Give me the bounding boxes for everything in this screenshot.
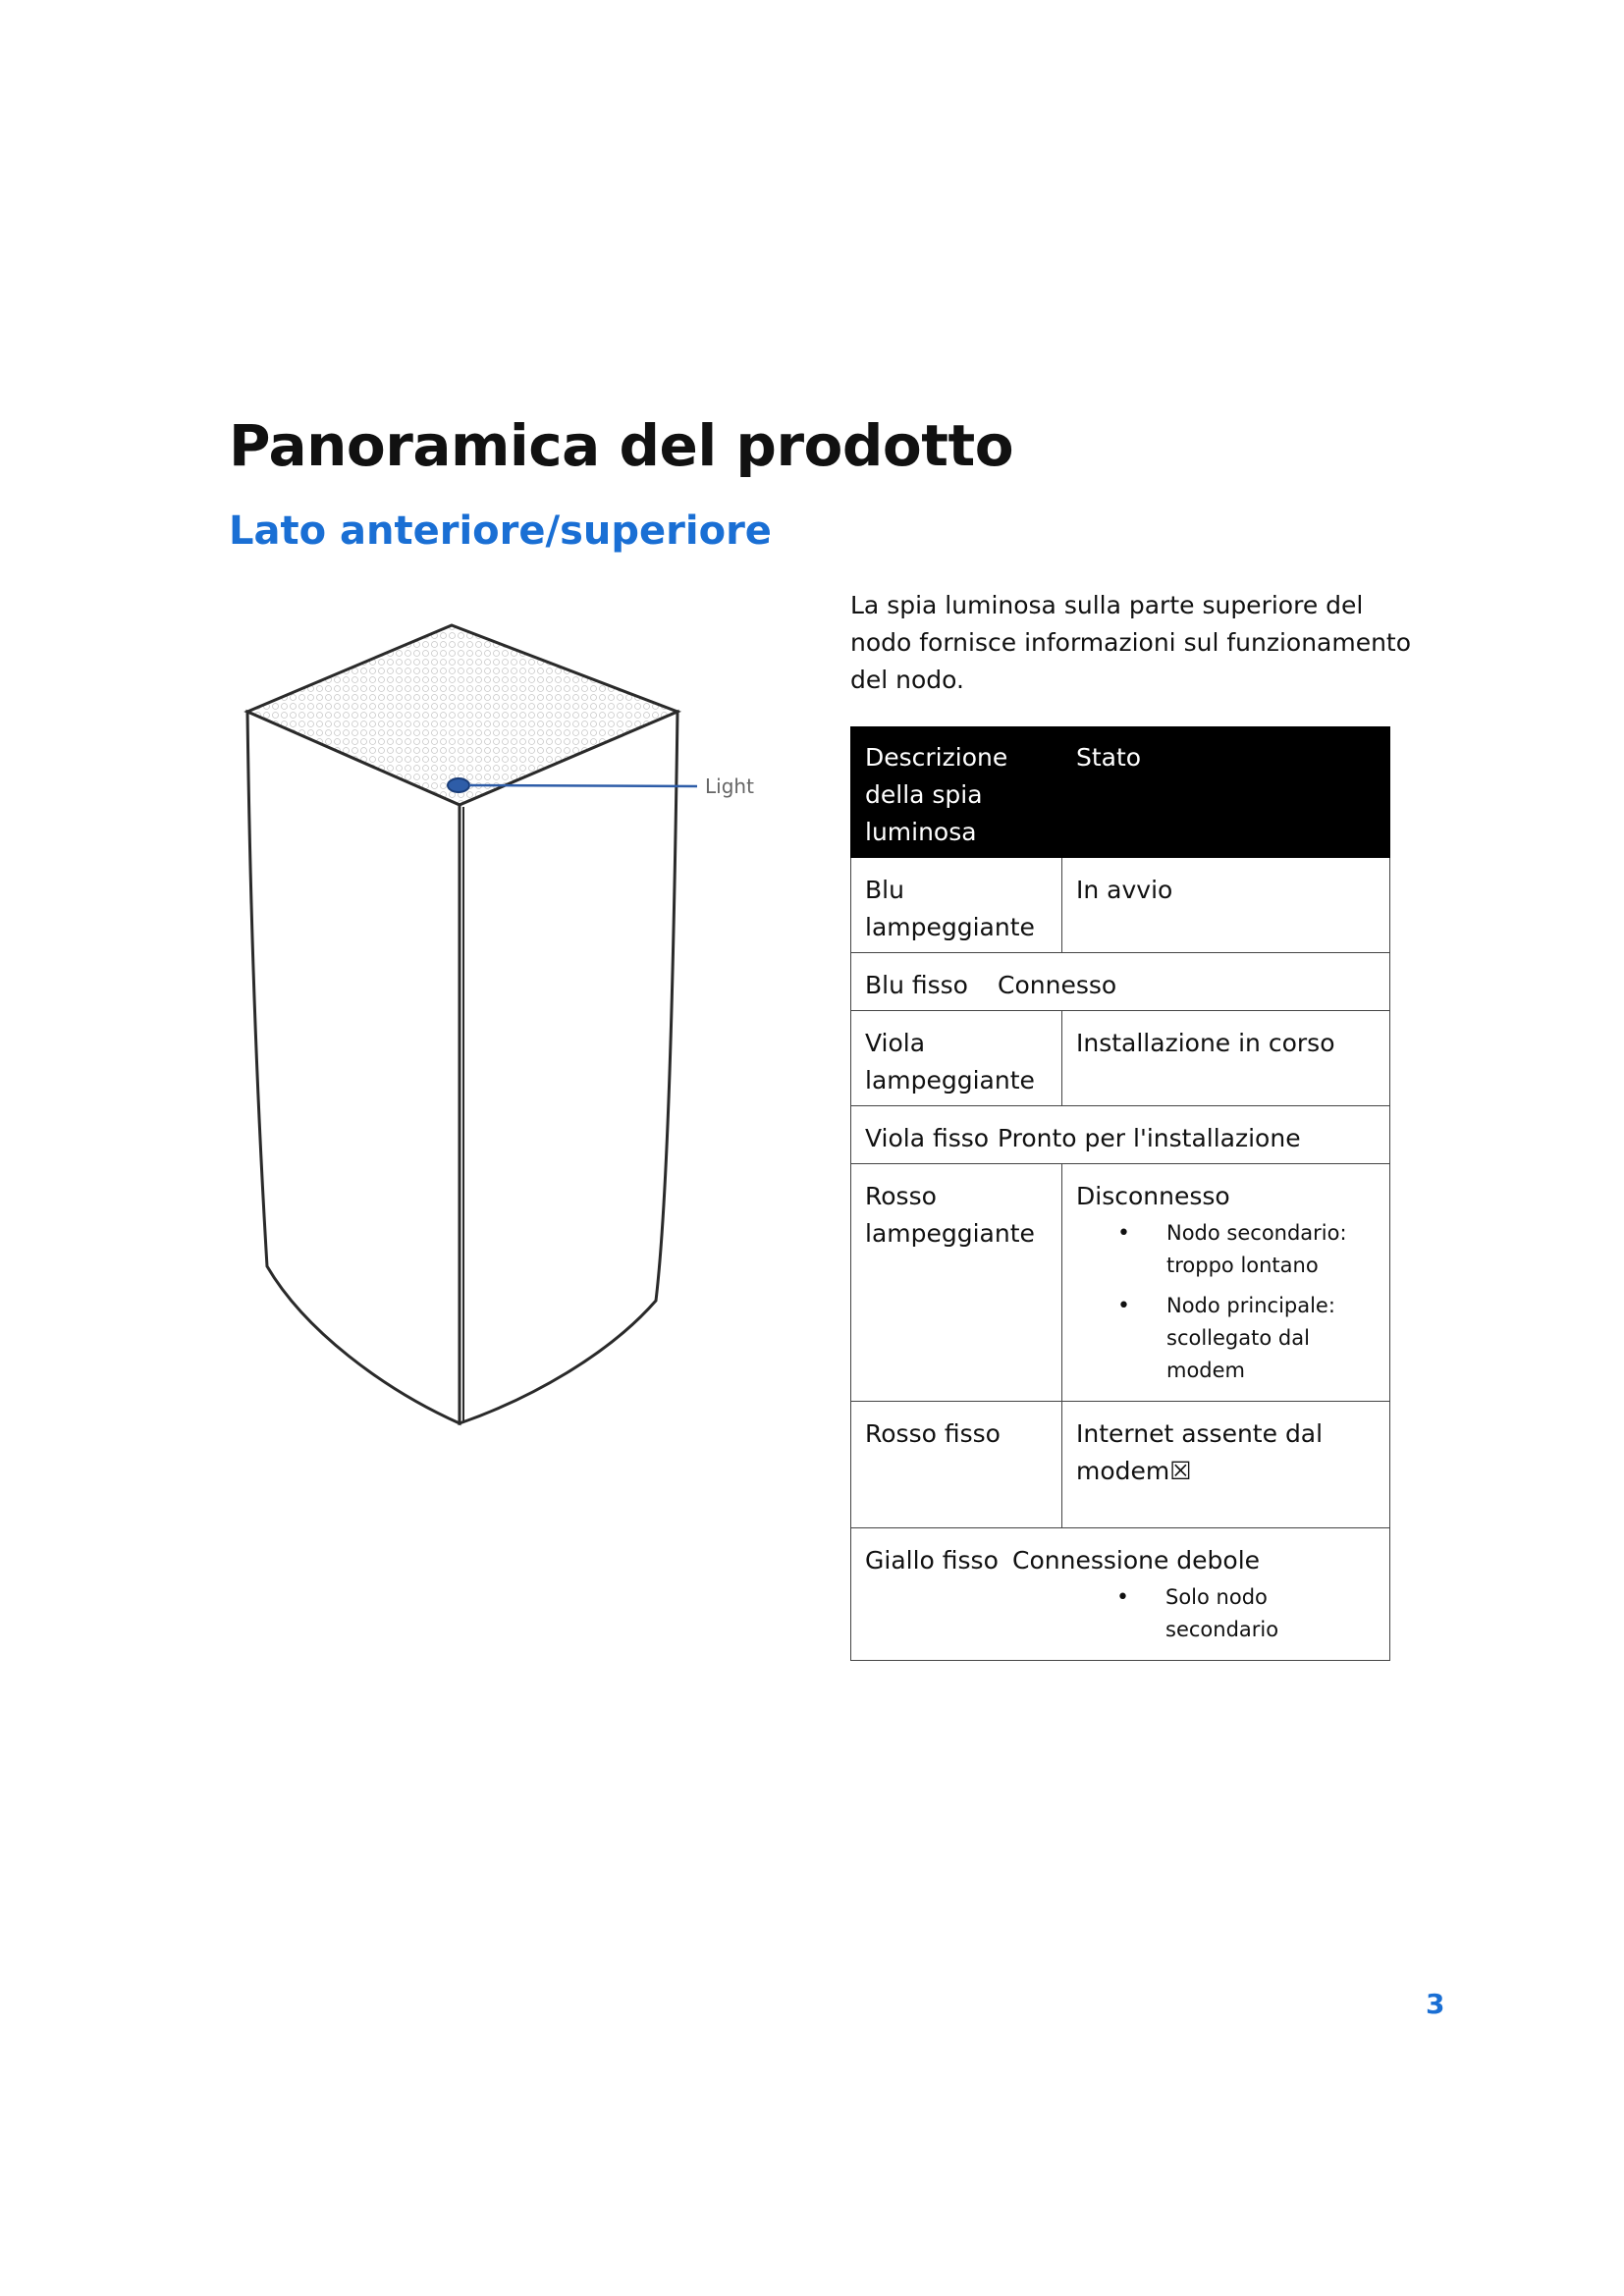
- state-bullets: [1075, 1581, 1380, 1646]
- table-row: [851, 1528, 1390, 1661]
- list-item: • Nodo principale: scollegato dal modem: [1076, 1290, 1380, 1387]
- cell-description: Rosso lampeggiante: [851, 1164, 1062, 1402]
- table-row: [851, 858, 1390, 953]
- table-header-row: [851, 727, 1390, 858]
- cell-merged: [851, 953, 1390, 1011]
- node-drawing: [236, 614, 785, 1428]
- cell-description: Giallo fisso: [865, 1546, 999, 1575]
- cell-state: Installazione in corso: [1062, 1011, 1390, 1106]
- cell-state: [1062, 1164, 1390, 1402]
- state-text: Disconnesso: [1076, 1182, 1230, 1210]
- light-label: Light: [705, 774, 754, 798]
- light-callout-line: [469, 785, 697, 786]
- cell-state: Connesso: [998, 971, 1117, 999]
- cell-description: Blu fisso: [865, 971, 968, 999]
- cell-description: Blu lampeggiante: [851, 858, 1062, 953]
- list-item: • Solo nodo secondario: [1075, 1581, 1380, 1646]
- cell-description: Viola fisso: [865, 1124, 990, 1152]
- intro-text: La spia luminosa sulla parte superiore del nodo fornisce informazioni sul funzionamento del nodo.: [850, 591, 1412, 694]
- cell-state: Internet assente dal modem☒: [1062, 1402, 1390, 1528]
- header-state: Stato: [1062, 727, 1390, 858]
- cell-state: Connessione debole: [1012, 1546, 1261, 1575]
- table-row: [851, 1402, 1390, 1528]
- list-item: • Nodo secondario: troppo lontano: [1076, 1217, 1380, 1282]
- page-number: 3: [1426, 1988, 1445, 2020]
- cell-state: In avvio: [1062, 858, 1390, 953]
- table-row: [851, 953, 1390, 1011]
- node-right-face: [460, 712, 677, 1423]
- cell-merged: [851, 1106, 1390, 1164]
- cell-merged: [851, 1528, 1390, 1661]
- table-row: [851, 1106, 1390, 1164]
- cell-description: Rosso fisso: [851, 1402, 1062, 1528]
- state-bullets: [1076, 1217, 1380, 1387]
- cell-state: Pronto per l'installazione: [998, 1124, 1301, 1152]
- page-title: Panoramica del prodotto: [229, 412, 1014, 479]
- table-row: [851, 1011, 1390, 1106]
- node-left-face: [247, 712, 460, 1423]
- table-row: [851, 1164, 1390, 1402]
- light-indicator: [448, 778, 469, 792]
- led-status-table: [850, 726, 1390, 1661]
- section-title: Lato anteriore/superiore: [229, 508, 772, 554]
- cell-description: Viola lampeggiante: [851, 1011, 1062, 1106]
- product-illustration: [236, 614, 785, 1428]
- header-description: Descrizione della spia luminosa: [851, 727, 1062, 858]
